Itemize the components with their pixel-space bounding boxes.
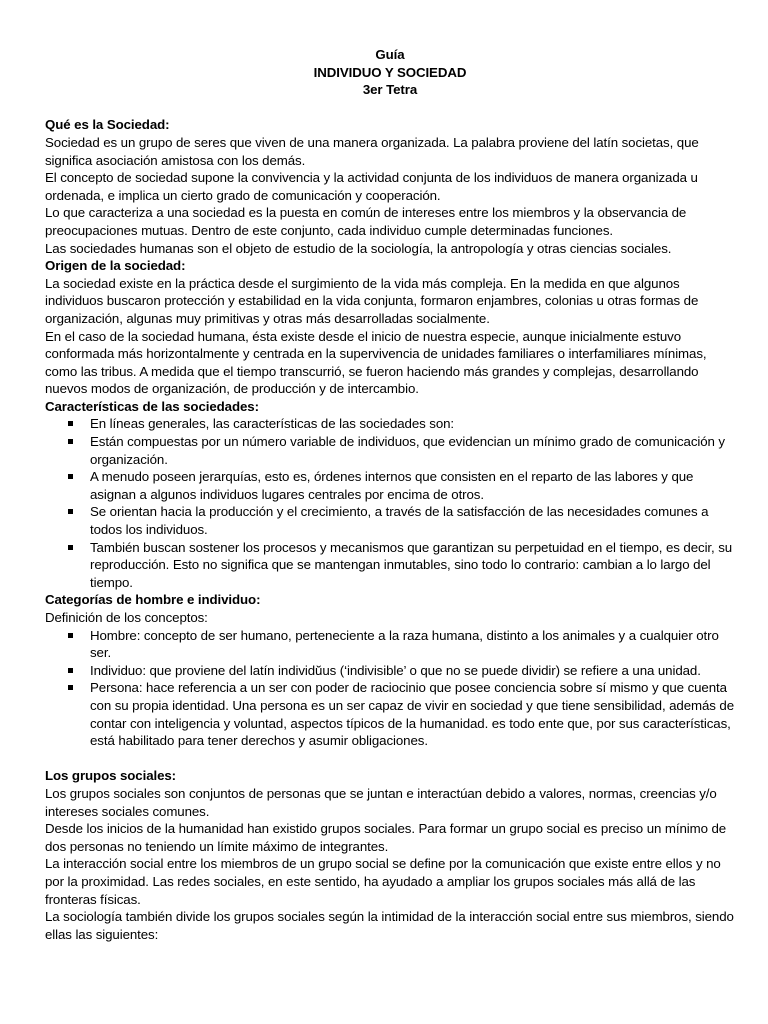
list-item: Hombre: concepto de ser humano, perteneciente a la raza humana, distinto a los animales y a cualquier otro ser. [45, 627, 735, 662]
section-heading-categorias: Categorías de hombre e individuo: [45, 592, 261, 608]
list-item: Individuo: que proviene del latín individŭus (‘indivisible’ o que no se puede dividir) se refiere a una unidad. [45, 662, 735, 680]
list-item: Se orientan hacia la producción y el crecimiento, a través de la satisfacción de las necesidades comunes a todos los individuos. [45, 503, 735, 538]
list-item: También buscan sostener los procesos y mecanismos que garantizan su perpetuidad en el tiempo, es decir, su reproducción. Esto no significa que se mantengan inmutables, sino todo lo contrario: cambian a lo largo del tiempo. [45, 539, 735, 592]
section-heading-sociedad: Qué es la Sociedad: [45, 117, 170, 133]
paragraph: El concepto de sociedad supone la convivencia y la actividad conjunta de los individuos de manera organizada u ordenada, e implica un cierto grado de comunicación y cooperación. [45, 170, 698, 203]
section-grupos [45, 767, 735, 943]
paragraph: Lo que caracteriza a una sociedad es la puesta en común de intereses entre los miembros y la observancia de preocupaciones mutuas. Dentro de este conjunto, cada individuo cumple determinadas funciones. [45, 205, 687, 238]
paragraph: Definición de los conceptos: [45, 610, 208, 625]
section-heading-origen: Origen de la sociedad: [45, 258, 186, 274]
section-heading-grupos: Los grupos sociales: [45, 768, 177, 784]
header-title: INDIVIDUO Y SOCIEDAD [313, 64, 467, 80]
section-heading-caracteristicas: Características de las sociedades: [45, 398, 259, 414]
paragraph: La sociología también divide los grupos sociales según la intimidad de la interacción social entre sus miembros, siendo ellas las siguientes: [45, 909, 734, 942]
paragraph: Las sociedades humanas son el objeto de estudio de la sociología, la antropología y otras ciencias sociales. [45, 240, 672, 256]
spacer [45, 750, 735, 768]
header-guide-label: Guía [375, 47, 405, 62]
section-caracteristicas [45, 398, 735, 592]
bullet-list-categorias [45, 627, 735, 750]
list-item: A menudo poseen jerarquías, esto es, órdenes internos que consisten en el reparto de las labores y que asignan a algunos individuos lugares centrales por encima de otros. [45, 468, 735, 503]
section-origen [45, 257, 735, 398]
document-header [45, 46, 735, 99]
document-page [45, 46, 735, 943]
paragraph: Sociedad es un grupo de seres que viven de una manera organizada. La palabra proviene del latín societas, que significa asociación amistosa con los demás. [45, 134, 699, 168]
header-term: 3er Tetra [362, 82, 418, 98]
list-item: Están compuestas por un número variable de individuos, que evidencian un mínimo grado de comunicación y organización. [45, 433, 735, 468]
section-categorias [45, 591, 735, 749]
paragraph: Desde los inicios de la humanidad han existido grupos sociales. Para formar un grupo social es preciso un mínimo de dos personas no teniendo un límite máximo de integrantes. [45, 821, 727, 854]
paragraph: En el caso de la sociedad humana, ésta existe desde el inicio de nuestra especie, aunque inicialmente estuvo conformada más horizontalmente y centrada en la supervivencia de unidades familiares o interfamiliares mínimas, como las tribus. A medida que el tiempo transcurrió, se fueron haciendo más grandes y complejas, desarrollando nuevos modos de organización, de producción y de intercambio. [45, 328, 707, 397]
list-item: En líneas generales, las características de las sociedades son: [45, 415, 735, 433]
paragraph: Los grupos sociales son conjuntos de personas que se juntan e interactúan debido a valores, normas, creencias y/o intereses sociales comunes. [45, 785, 717, 819]
bullet-list-caracteristicas [45, 415, 735, 591]
section-sociedad [45, 116, 735, 257]
list-item: Persona: hace referencia a un ser con poder de raciocinio que posee conciencia sobre sí mismo y que cuenta con su propia identidad. Una persona es un ser capaz de vivir en sociedad y que tiene sensibilidad, además de contar con inteligencia y voluntad, aspectos típicos de la humanidad. es todo ente que, por sus características, está habilitado para tener derechos y asumir obligaciones. [45, 679, 735, 749]
paragraph: La sociedad existe en la práctica desde el surgimiento de la vida más compleja. En la medida en que algunos individuos buscaron protección y estabilidad en la vida conjunta, formaron enjambres, colonias u otras formas de organización, algunas muy primitivas y otras más desarrolladas socialmente. [45, 275, 699, 326]
paragraph: La interacción social entre los miembros de un grupo social se define por la comunicación que existe entre ellos y no por la proximidad. Las redes sociales, en este sentido, ha ayudado a ampliar los grupos sociales más allá de las fronteras físicas. [45, 856, 721, 907]
